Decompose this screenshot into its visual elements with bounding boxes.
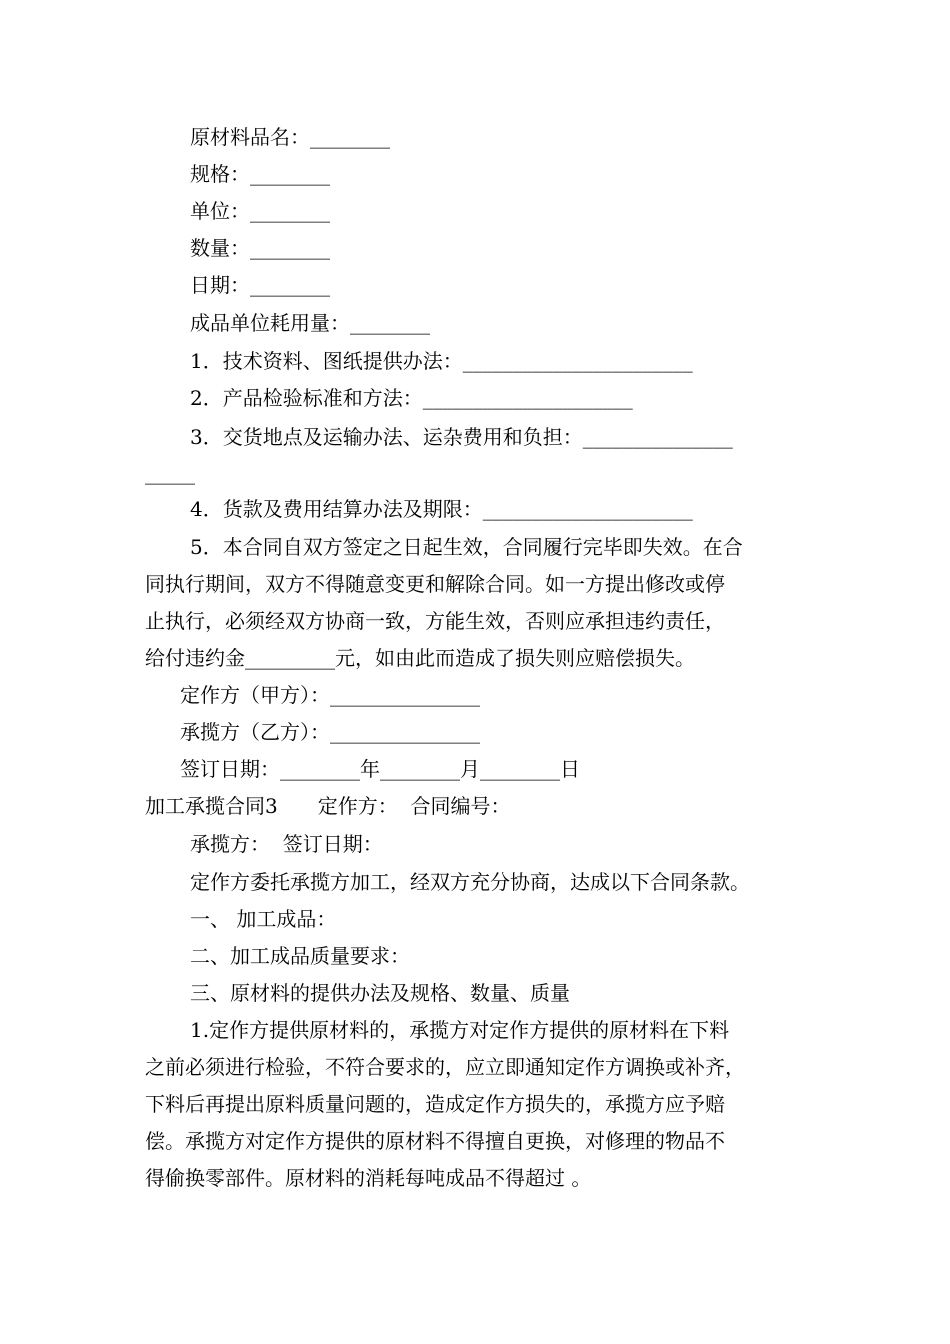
- field-unit: 单位：________: [190, 199, 330, 223]
- field-quantity: 数量：________: [190, 236, 330, 260]
- clause-3-line-1: 3．交货地点及运输办法、运杂费用和负担：_______________: [190, 425, 733, 449]
- section-1-heading: 一、 加工成品：: [190, 907, 337, 931]
- field-unit-consumption: 成品单位耗用量：________: [190, 311, 430, 335]
- signature-date: 签订日期：________年________月________日: [180, 757, 580, 781]
- clause-4: 4．货款及费用结算办法及期限：_____________________: [190, 497, 693, 521]
- signature-party-a: 定作方（甲方）：_______________: [180, 683, 480, 707]
- clause-5-line-3: 止执行，必须经双方协商一致，方能生效，否则应承担违约责任，: [145, 609, 725, 633]
- contract3-heading: 加工承揽合同3 定作方： 合同编号：: [145, 794, 511, 818]
- paragraph-1-line-4: 偿。承揽方对定作方提供的原材料不得擅自更换，对修理的物品不: [145, 1129, 725, 1153]
- clause-5-line-2: 同执行期间，双方不得随意变更和解除合同。如一方提出修改或停: [145, 572, 725, 596]
- field-spec: 规格：________: [190, 162, 330, 186]
- section-2-heading: 二、加工成品质量要求：: [190, 944, 410, 968]
- section-3-heading: 三、原材料的提供办法及规格、数量、质量: [190, 981, 570, 1005]
- paragraph-1-line-3: 下料后再提出原料质量问题的，造成定作方损失的，承揽方应予赔: [145, 1092, 725, 1116]
- clause-3-line-2: _____: [145, 461, 195, 485]
- paragraph-1-line-1: 1.定作方提供原材料的，承揽方对定作方提供的原材料在下料: [190, 1018, 730, 1042]
- contract3-contractor-line: 承揽方： 签订日期：: [190, 832, 383, 856]
- paragraph-1-line-5: 得偷换零部件。原材料的消耗每吨成品不得超过 。: [145, 1166, 592, 1190]
- clause-5-line-1: 5．本合同自双方签定之日起生效，合同履行完毕即失效。在合: [190, 535, 743, 559]
- clause-2: 2．产品检验标准和方法：_____________________: [190, 386, 633, 410]
- field-material-name: 原材料品名：________: [190, 125, 390, 149]
- clause-5-line-4: 给付违约金_________元，如由此而造成了损失则应赔偿损失。: [145, 646, 695, 670]
- signature-party-b: 承揽方（乙方）：_______________: [180, 720, 480, 744]
- contract3-intro: 定作方委托承揽方加工，经双方充分协商，达成以下合同条款。: [190, 870, 750, 894]
- paragraph-1-line-2: 之前必须进行检验，不符合要求的，应立即通知定作方调换或补齐，: [145, 1055, 745, 1079]
- clause-1: 1．技术资料、图纸提供办法：_______________________: [190, 349, 693, 373]
- field-date: 日期：________: [190, 273, 330, 297]
